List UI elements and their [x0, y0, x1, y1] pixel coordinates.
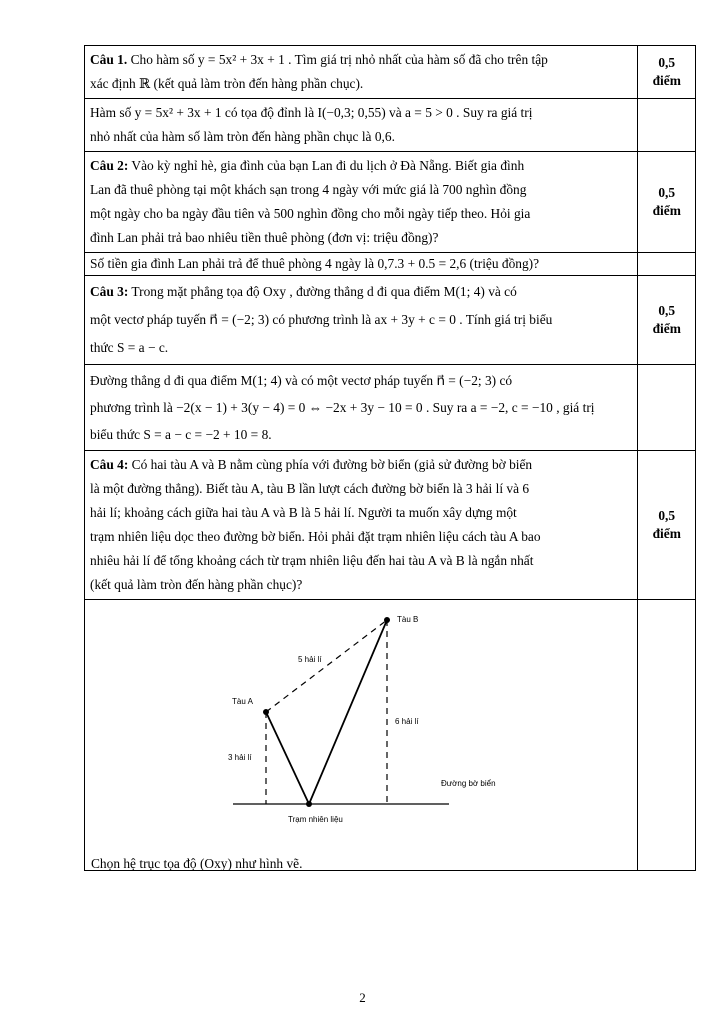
- q1-question: [85, 46, 638, 99]
- label-station: Trạm nhiên liệu: [288, 815, 343, 824]
- q3-answer-row: [85, 365, 696, 451]
- q2-question-line: một ngày cho ba ngày đầu tiên và 500 nghìn đồng cho mỗi ngày tiếp theo. Hỏi gia: [90, 206, 531, 221]
- q3-score: [638, 276, 696, 365]
- q1-answer-row: [85, 99, 696, 152]
- q4-score: [638, 451, 696, 600]
- q3-question-line: Câu 3: Trong mặt phẳng tọa độ Oxy , đường thẳng d đi qua điểm M(1; 4) và có: [90, 284, 517, 299]
- ship-fuel-station-diagram: [85, 600, 632, 850]
- question-number: Câu 1.: [90, 52, 128, 67]
- q3-answer-line: biểu thức S = a − c = −2 + 10 = 8.: [90, 427, 272, 442]
- q2-question-line: đình Lan phải trả bao nhiêu tiền thuê phòng (đơn vị: triệu đồng)?: [90, 230, 439, 245]
- q4-question-line: hải lí; khoảng cách giữa hai tàu A và B là 5 hải lí. Người ta muốn xây dựng một: [90, 505, 517, 520]
- label-ship-a: Tàu A: [232, 697, 253, 706]
- q3-question-row: [85, 276, 696, 365]
- q1-score: [638, 46, 696, 99]
- q1-question-row: [85, 46, 696, 99]
- q3-answer-line: phương trình là −2(x − 1) + 3(y − 4) = 0 ⇔ −2x + 3y − 10 = 0 . Suy ra a = −2, c = −10 , giá trị: [90, 400, 595, 415]
- q2-question: [85, 152, 638, 253]
- score-unit: điểm: [652, 526, 681, 541]
- figure-caption: Chọn hệ trục tọa độ (Oxy) như hình vẽ.: [91, 856, 303, 871]
- q4-question: [85, 451, 638, 600]
- answer-key-table: [84, 45, 696, 871]
- score-value: 0,5: [658, 55, 676, 70]
- q4-figure-row: [85, 600, 696, 871]
- question-number: Câu 3:: [90, 284, 129, 299]
- empty-score-cell: [638, 365, 696, 451]
- q4-question-line: (kết quả làm tròn đến hàng phần chục)?: [90, 577, 303, 592]
- score-unit: điểm: [652, 73, 681, 88]
- q1-question-line: xác định ℝ (kết quả làm tròn đến hàng phần chục).: [90, 76, 364, 91]
- score-value: 0,5: [658, 185, 676, 200]
- empty-score-cell: [638, 99, 696, 152]
- question-number: Câu 4:: [90, 457, 129, 472]
- q2-score: [638, 152, 696, 253]
- label-ship-b: Tàu B: [397, 615, 419, 624]
- score-value: 0,5: [658, 303, 676, 318]
- q1-answer-line: Hàm số y = 5x² + 3x + 1 có tọa độ đỉnh là I(−0,3; 0,55) và a = 5 > 0 . Suy ra giá trị: [90, 105, 533, 120]
- segment-ab: [266, 620, 387, 712]
- q4-figure-cell: [85, 600, 638, 871]
- q3-answer: [85, 365, 638, 451]
- score-unit: điểm: [652, 203, 681, 218]
- page-number: 2: [359, 990, 366, 1005]
- question-number: Câu 2:: [90, 158, 129, 173]
- q2-question-row: [85, 152, 696, 253]
- empty-score-cell: [638, 600, 696, 871]
- q3-question: [85, 276, 638, 365]
- q1-answer: [85, 99, 638, 152]
- point-b: [384, 617, 390, 623]
- q4-question-line: nhiêu hải lí để tổng khoảng cách từ trạm nhiên liệu đến hai tàu A và B là ngắn nhất: [90, 553, 534, 568]
- q2-answer: Số tiền gia đình Lan phải trả để thuê phòng 4 ngày là 0,7.3 + 0.5 = 2,6 (triệu đồng)?: [85, 253, 638, 276]
- path-station-b: [309, 620, 387, 804]
- point-a: [263, 709, 269, 715]
- path-a-station: [266, 712, 309, 804]
- empty-score-cell: [638, 253, 696, 276]
- q2-question-line: Lan đã thuê phòng tại một khách sạn trong 4 ngày với mức giá là 700 nghìn đồng: [90, 182, 527, 197]
- label-coast: Đường bờ biển: [441, 779, 496, 788]
- q4-question-row: [85, 451, 696, 600]
- q3-question-line: thức S = a − c.: [90, 340, 169, 355]
- score-unit: điểm: [652, 321, 681, 336]
- q4-question-line: trạm nhiên liệu dọc theo đường bờ biển. Hỏi phải đặt trạm nhiên liệu cách tàu A bao: [90, 529, 541, 544]
- q3-answer-line: Đường thẳng d đi qua điểm M(1; 4) và có một vectơ pháp tuyến n⃗ = (−2; 3) có: [90, 373, 513, 388]
- score-value: 0,5: [658, 508, 676, 523]
- q3-question-line: một vectơ pháp tuyến n⃗ = (−2; 3) có phương trình là ax + 3y + c = 0 . Tính giá trị biểu: [90, 312, 553, 327]
- label-dist-b: 6 hải lí: [395, 717, 419, 726]
- point-station: [306, 801, 312, 807]
- q2-answer-row: [85, 253, 696, 276]
- q1-question-line: Câu 1. Cho hàm số y = 5x² + 3x + 1 . Tìm giá trị nhỏ nhất của hàm số đã cho trên tập: [90, 52, 548, 67]
- label-dist-a: 3 hải lí: [228, 753, 252, 762]
- label-dist-ab: 5 hải lí: [298, 655, 322, 664]
- q2-question-line: Câu 2: Vào kỳ nghỉ hè, gia đình của bạn Lan đi du lịch ở Đà Nẵng. Biết gia đình: [90, 158, 525, 173]
- q1-answer-line: nhỏ nhất của hàm số làm tròn đến hàng phần chục là 0,6.: [90, 129, 395, 144]
- q4-question-line: là một đường thẳng). Biết tàu A, tàu B lần lượt cách đường bờ biển là 3 hải lí và 6: [90, 481, 530, 496]
- q4-question-line: Câu 4: Có hai tàu A và B nằm cùng phía với đường bờ biển (giả sử đường bờ biển: [90, 457, 533, 472]
